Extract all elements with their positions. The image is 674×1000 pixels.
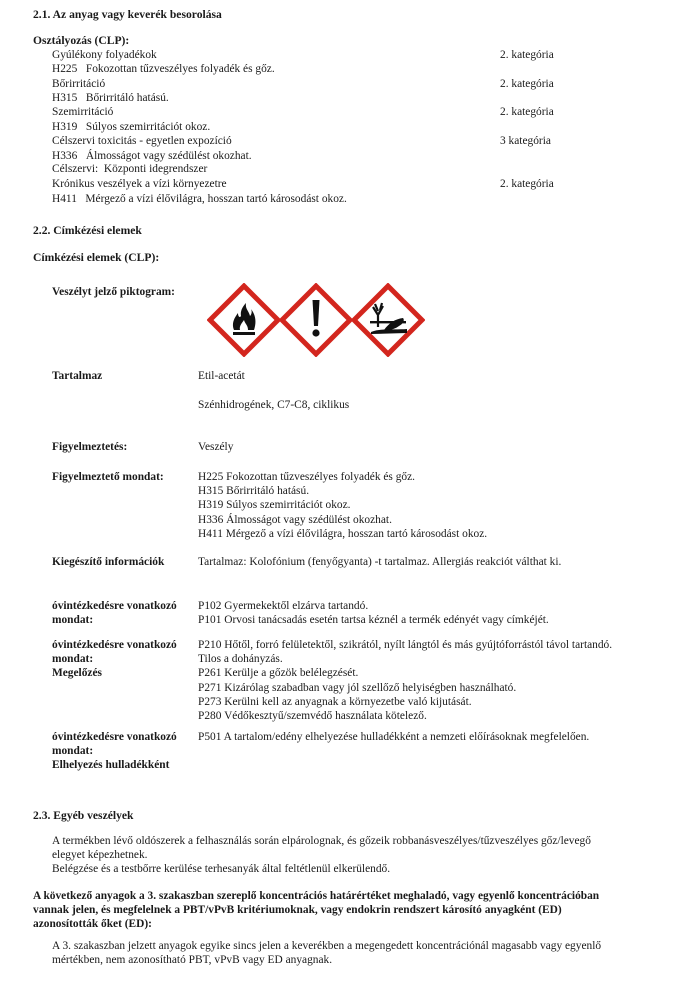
precautionary-statement: P102 Gyermekektől elzárva tartandó.: [198, 600, 369, 612]
label-line: Elhelyezés hulladékként: [52, 759, 170, 772]
precautionary-statement: P273 Kerülni kell az anyagnak a környezetbe való kijutását.: [198, 695, 472, 708]
precautionary-general-label: [52, 599, 177, 627]
hazard-statement: H319 Súlyos szemirritációt okoz.: [198, 499, 351, 512]
precautionary-statement: P261 Kerülje a gőzök belélegzését.: [198, 667, 359, 680]
classification-item: H319 Súlyos szemirritációt okoz.: [52, 121, 211, 133]
label-line: Megelőzés: [52, 667, 102, 680]
classification-item: H225 Fokozottan tűzveszélyes folyadék és gőz.: [52, 63, 275, 75]
hazard-statement: H315 Bőrirritáló hatású.: [198, 485, 310, 498]
precautionary-statement: P101 Orvosi tanácsadás esetén tartsa kéznél a termék edényét vagy címkéjét.: [198, 614, 549, 627]
supplementary-label: Kiegészítő információk: [52, 556, 165, 568]
paragraph-line: elegyet képezhetnek.: [52, 849, 148, 862]
classification-item: Célszervi toxicitás - egyetlen expozíció: [52, 135, 232, 147]
label-line: mondat:: [52, 653, 94, 666]
hazard-pictograms: [207, 283, 427, 357]
pbt-heading: [33, 889, 599, 932]
precautionary-prevention-statements: [198, 638, 612, 723]
hazard-statement: H336 Álmosságot vagy szédülést okozhat.: [198, 513, 392, 526]
paragraph-line: Belégzése és a testbőrre kerülése terhesanyák által feltétlenül elkerülendő.: [52, 863, 391, 876]
paragraph-line: mértékben, nem azonosítható PBT, vPvB vagy ED anyagnak.: [52, 954, 333, 967]
classification-category: 2. kategória: [500, 78, 554, 90]
exclamation-mark-icon: [279, 283, 353, 357]
classification-category: 2. kategória: [500, 49, 554, 61]
heading-line: A következő anyagok a 3. szakaszban szereplő koncentrációs határértéket meghaladó, vagy egyenlő koncentrációban: [33, 890, 600, 902]
precautionary-statement: P210 Hőtől, forró felületektől, szikrától, nyílt lángtól és más gyújtóforrástól távol tartandó.: [198, 639, 613, 651]
classification-item: H411 Mérgező a vízi élővilágra, hosszan tartó károsodást okoz.: [52, 193, 347, 205]
precautionary-statement: P501 A tartalom/edény elhelyezése hulladékként a nemzeti előírásoknak megfelelően.: [198, 731, 590, 743]
hazard-statements: [198, 470, 487, 541]
label-line: óvintézkedésre vonatkozó: [52, 600, 177, 612]
contains-value: Etil-acetát: [198, 370, 245, 382]
classification-item: Krónikus veszélyek a vízi környezetre: [52, 178, 227, 190]
heading-line: azonosították őket (ED):: [33, 918, 152, 931]
pbt-text: [52, 939, 601, 967]
signal-word-label: Figyelmeztetés:: [52, 441, 128, 453]
classification-category: 2. kategória: [500, 106, 554, 118]
classification-item: H315 Bőrirritáló hatású.: [52, 92, 169, 104]
label-line: óvintézkedésre vonatkozó: [52, 731, 177, 743]
labelling-subheading: Címkézési elemek (CLP):: [33, 251, 160, 264]
precautionary-statement: P280 Védőkesztyű/szemvédő használata kötelező.: [198, 710, 427, 723]
precautionary-disposal-label: [52, 730, 177, 773]
classification-item: Bőrirritáció: [52, 78, 106, 90]
section-2-3-title: 2.3. Egyéb veszélyek: [33, 809, 134, 822]
flame-icon: [207, 283, 281, 357]
classification-item: H336 Álmosságot vagy szédülést okozhat.: [52, 150, 252, 162]
label-line: mondat:: [52, 745, 94, 758]
section-2-1-title: 2.1. Az anyag vagy keverék besorolása: [33, 8, 222, 21]
classification-item: Gyúlékony folyadékok: [52, 49, 157, 61]
hazard-statements-label: Figyelmeztető mondat:: [52, 471, 164, 483]
supplementary-text: Tartalmaz: Kolofónium (fenyőgyanta) -t tartalmaz. Allergiás reakciót válthat ki.: [198, 556, 562, 568]
precautionary-disposal-statements: [198, 730, 589, 744]
precautionary-prevention-label: [52, 638, 177, 681]
section-2-2-title: 2.2. Címkézési elemek: [33, 224, 142, 237]
precautionary-statement: P271 Kizárólag szabadban vagy jól szellőző helyiségben használható.: [198, 681, 517, 694]
classification-heading: Osztályozás (CLP):: [33, 34, 130, 47]
contains-value: Szénhidrogének, C7-C8, ciklikus: [198, 399, 350, 411]
label-line: mondat:: [52, 614, 94, 627]
paragraph-line: A 3. szakaszban jelzett anyagok egyike sincs jelen a keverékben a megengedett koncentrációnál magasabb vagy egyenlő: [52, 940, 602, 952]
heading-line: vannak jelen, és megfelelnek a PBT/vPvB kritériumoknak, vagy endokrin rendszert károsító anyagként (ED): [33, 904, 562, 917]
pictogram-label: Veszélyt jelző piktogram:: [52, 286, 175, 298]
classification-item: Célszervi: Központi idegrendszer: [52, 163, 208, 175]
environment-icon: [351, 283, 425, 357]
label-line: óvintézkedésre vonatkozó: [52, 639, 177, 651]
hazard-statement: H411 Mérgező a vízi élővilágra, hosszan tartó károsodást okoz.: [198, 527, 488, 540]
precautionary-general-statements: [198, 599, 549, 627]
contains-label: Tartalmaz: [52, 370, 103, 382]
hazard-statement: H225 Fokozottan tűzveszélyes folyadék és gőz.: [198, 471, 415, 483]
signal-word: Veszély: [198, 441, 234, 453]
classification-category: 3 kategória: [500, 135, 551, 147]
classification-item: Szemirritáció: [52, 106, 114, 118]
other-hazards-paragraph: [52, 834, 591, 877]
precautionary-statement: Tilos a dohányzás.: [198, 653, 283, 666]
classification-category: 2. kategória: [500, 178, 554, 190]
paragraph-line: A termékben lévő oldószerek a felhasználás során elpárolognak, és gőzeik robbanásveszélyes/tűzveszélyes gőz/levegő: [52, 835, 591, 847]
